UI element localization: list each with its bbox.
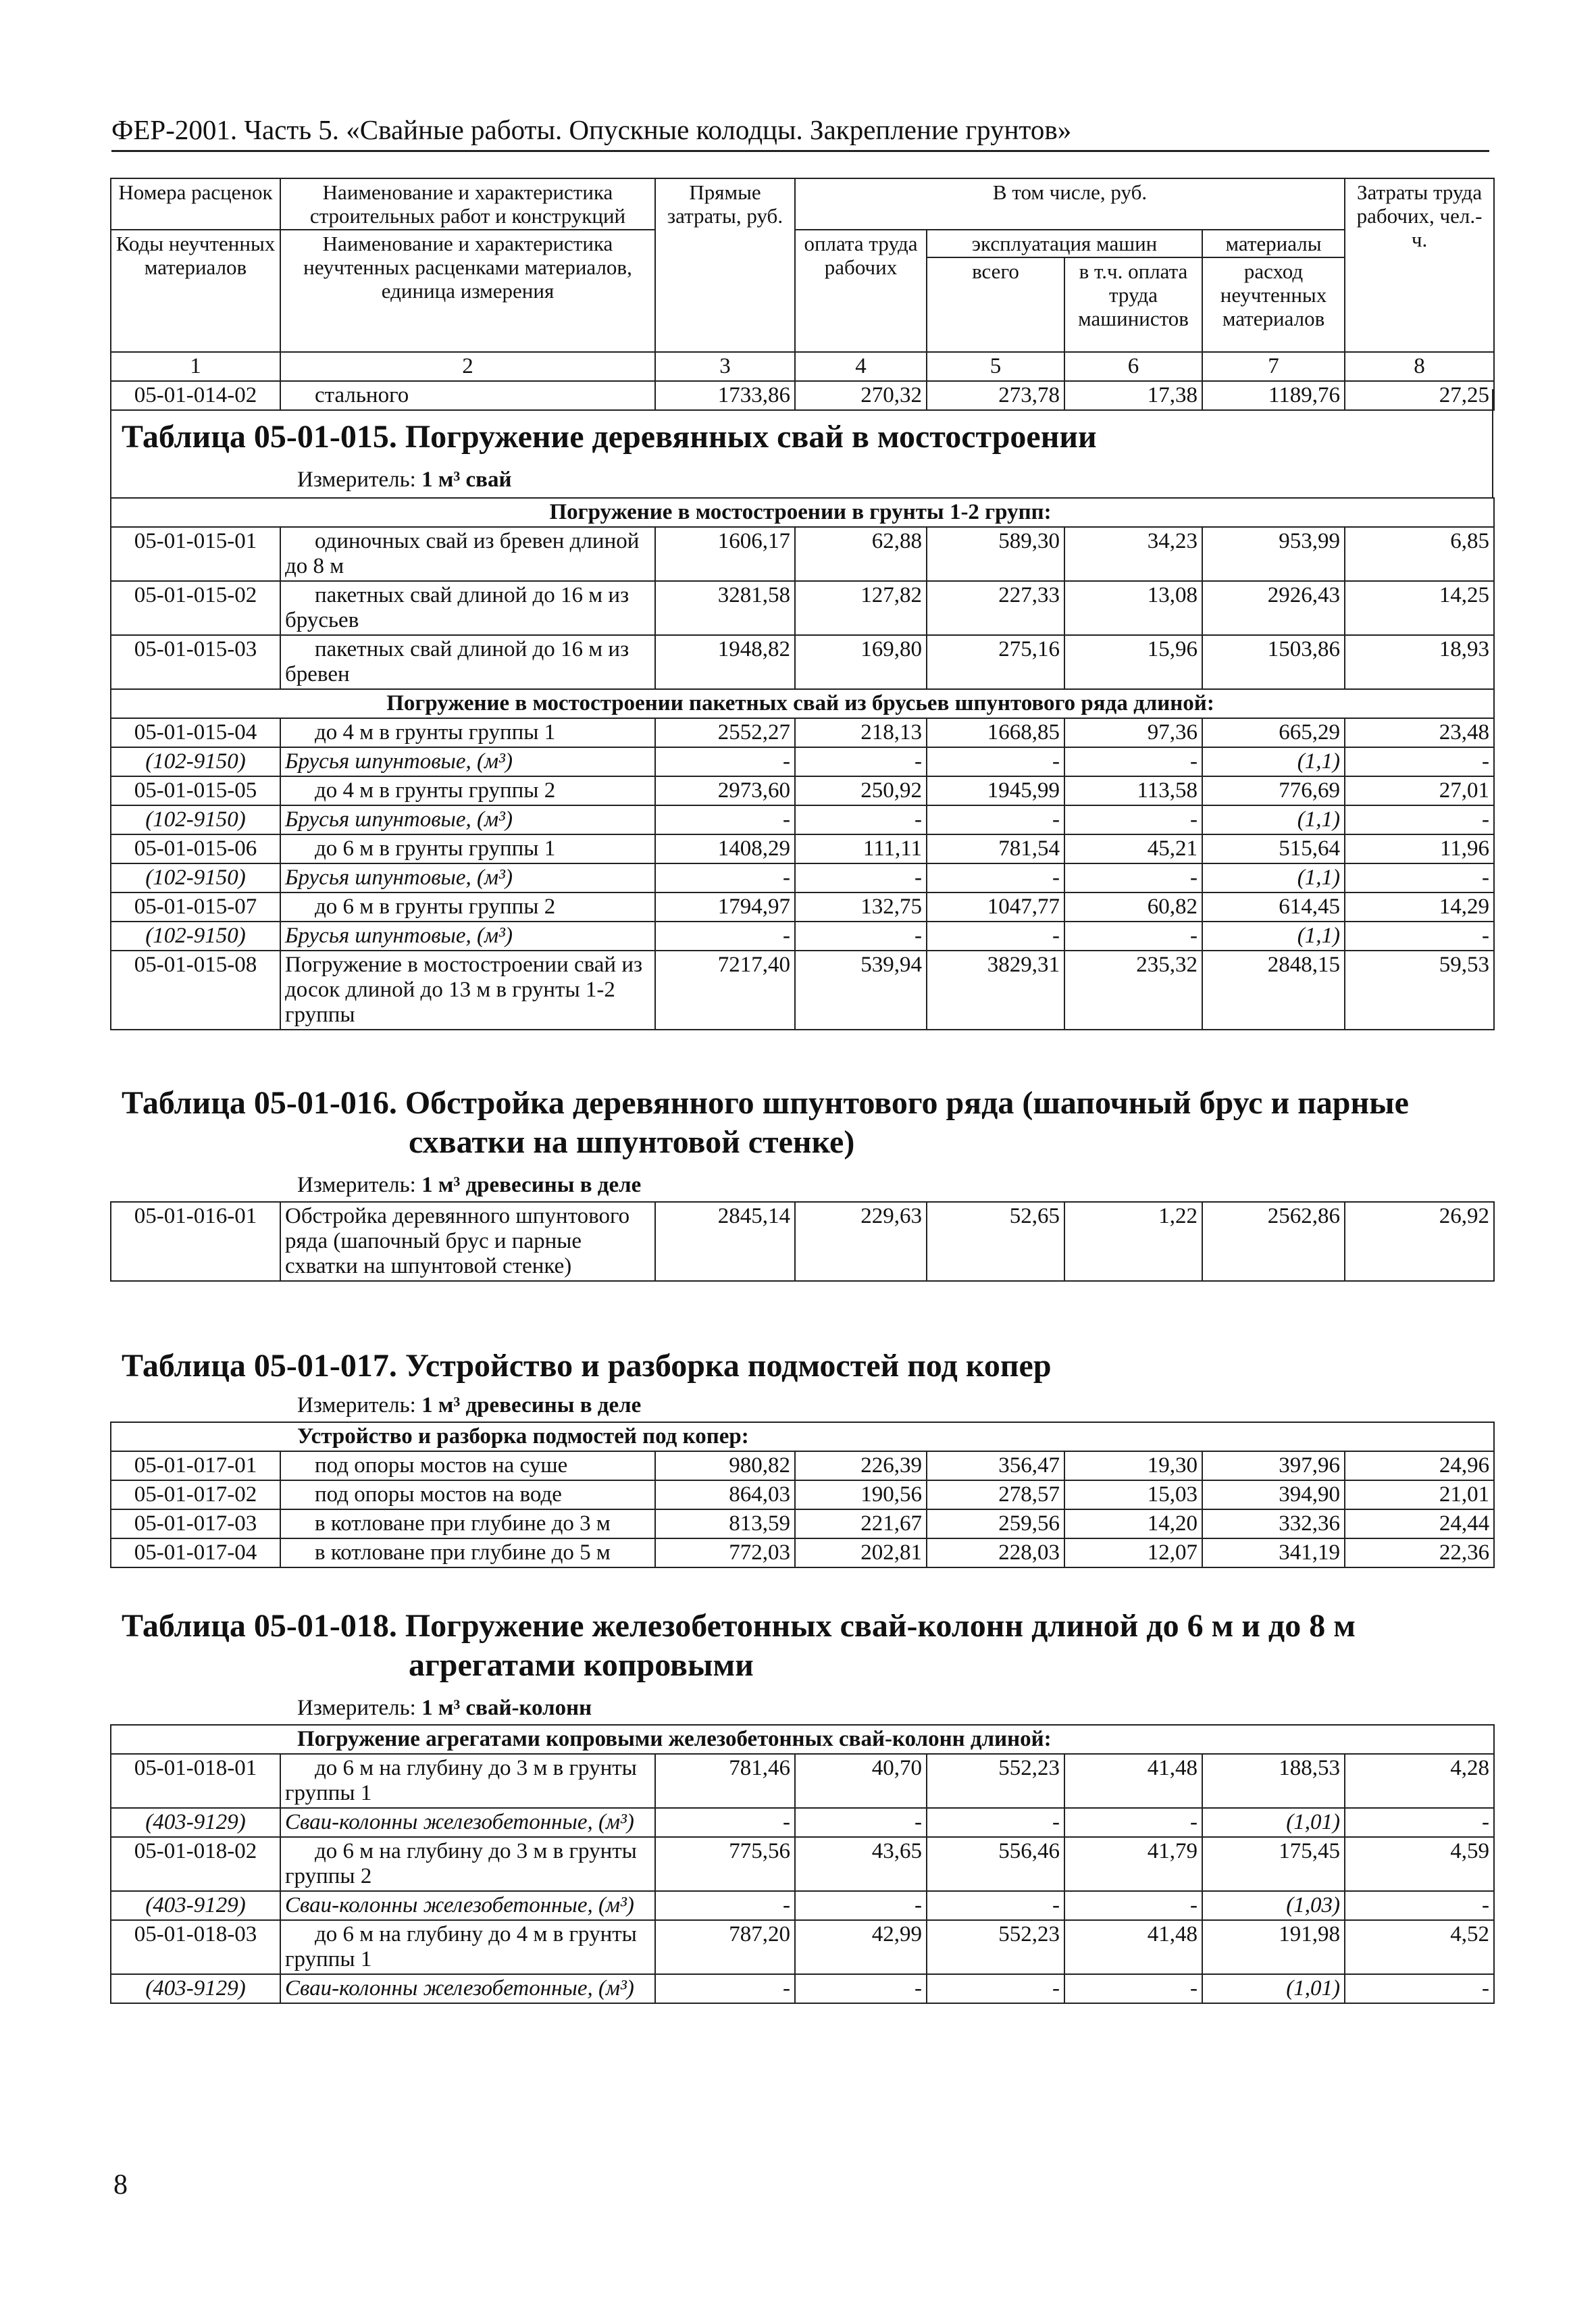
material-name: Сваи-колонны железобетонные, (м³) xyxy=(280,1974,655,2003)
cell-dash: - xyxy=(927,922,1064,951)
cell-wages: 202,81 xyxy=(795,1538,927,1567)
material-row xyxy=(111,922,1494,951)
group-heading: Погружение в мостостроении пакетных свай из брусьев шпунтового ряда длиной: xyxy=(111,689,1494,718)
row-code: 05-01-016-01 xyxy=(111,1202,280,1281)
row-code: 05-01-015-04 xyxy=(111,718,280,747)
cell-labor: 59,53 xyxy=(1345,951,1494,1030)
cell-wages: 226,39 xyxy=(795,1451,927,1480)
hdr-labor: Затраты труда рабочих, чел.-ч. xyxy=(1345,178,1494,352)
cell-dash: - xyxy=(655,922,795,951)
table-row xyxy=(111,581,1494,635)
table-row xyxy=(111,776,1494,805)
row-name: Обстройка деревянного шпунтового ряда (шапочный брус и парные схватки на шпунтовой стенке) xyxy=(280,1202,655,1281)
material-code: (102-9150) xyxy=(111,863,280,892)
table-title-018 xyxy=(122,1607,1356,1685)
table-row xyxy=(111,1480,1494,1509)
cell-dash: - xyxy=(655,747,795,776)
cell-direct: 781,46 xyxy=(655,1754,795,1808)
cell-machinists: 17,38 xyxy=(1064,381,1202,410)
col-num: 2 xyxy=(280,352,655,381)
cell-direct: 2552,27 xyxy=(655,718,795,747)
cell-direct: 772,03 xyxy=(655,1538,795,1567)
cell-materials: 776,69 xyxy=(1202,776,1345,805)
measure-015: Измеритель: 1 м³ свай xyxy=(297,468,512,492)
cell-materials: 175,45 xyxy=(1202,1837,1345,1891)
cell-direct: 7217,40 xyxy=(655,951,795,1030)
cell-dash: - xyxy=(927,1891,1064,1920)
cell-direct: 980,82 xyxy=(655,1451,795,1480)
cell-wages: 132,75 xyxy=(795,892,927,922)
cell-direct: 1948,82 xyxy=(655,635,795,689)
row-code: 05-01-018-03 xyxy=(111,1920,280,1974)
cell-dash: - xyxy=(1345,863,1494,892)
group-heading: Погружение агрегатами копровыми железобетонных свай-колонн длиной: xyxy=(111,1725,1494,1754)
table-row xyxy=(111,1202,1494,1281)
cell-labor: 4,28 xyxy=(1345,1754,1494,1808)
cell-machines: 1668,85 xyxy=(927,718,1064,747)
cell-wages: 62,88 xyxy=(795,527,927,581)
cell-direct: 813,59 xyxy=(655,1509,795,1538)
table-title-015: Таблица 05-01-015. Погружение деревянных свай в мостостроении xyxy=(122,419,1097,455)
hdr-direct-costs: Прямые затраты, руб. xyxy=(655,178,795,352)
cell-labor: 14,29 xyxy=(1345,892,1494,922)
cell-machines: 278,57 xyxy=(927,1480,1064,1509)
row-name: под опоры мостов на суше xyxy=(280,1451,655,1480)
cell-wages: 169,80 xyxy=(795,635,927,689)
row-name: до 6 м на глубину до 4 м в грунты группы 1 xyxy=(280,1920,655,1974)
cell-machines: 3829,31 xyxy=(927,951,1064,1030)
row-code: 05-01-018-01 xyxy=(111,1754,280,1808)
row-name: до 6 м на глубину до 3 м в грунты группы 2 xyxy=(280,1837,655,1891)
cell-dash: - xyxy=(795,747,927,776)
cell-dash: - xyxy=(1064,922,1202,951)
cell-wages: 42,99 xyxy=(795,1920,927,1974)
hdr-materials: материалы xyxy=(1202,230,1345,257)
table-row xyxy=(111,527,1494,581)
cell-machines: 781,54 xyxy=(927,834,1064,863)
cell-machinists: 15,96 xyxy=(1064,635,1202,689)
cell-labor: 26,92 xyxy=(1345,1202,1494,1281)
row-code: 05-01-015-08 xyxy=(111,951,280,1030)
cell-dash: - xyxy=(1064,1891,1202,1920)
title-line-1: Таблица 05-01-018. Погружение железобетонных свай-колонн длиной до 6 м и до 8 м xyxy=(122,1608,1356,1644)
page-header: ФЕР-2001. Часть 5. «Свайные работы. Опускные колодцы. Закрепление грунтов» xyxy=(111,114,1489,152)
cell-dash: - xyxy=(1345,922,1494,951)
cell-materials: 341,19 xyxy=(1202,1538,1345,1567)
cell-dash: - xyxy=(795,863,927,892)
cell-wages: 221,67 xyxy=(795,1509,927,1538)
cell-machines: 275,16 xyxy=(927,635,1064,689)
material-row xyxy=(111,1891,1494,1920)
cell-machinists: 113,58 xyxy=(1064,776,1202,805)
cell-machinists: 41,48 xyxy=(1064,1920,1202,1974)
row-name: пакетных свай длиной до 16 м из брусьев xyxy=(280,581,655,635)
cell-machinists: 41,79 xyxy=(1064,1837,1202,1891)
cell-materials: 1503,86 xyxy=(1202,635,1345,689)
col-num: 8 xyxy=(1345,352,1494,381)
cell-dash: - xyxy=(655,805,795,834)
cell-machinists: 97,36 xyxy=(1064,718,1202,747)
cell-machinists: 12,07 xyxy=(1064,1538,1202,1567)
cell-wages: 111,11 xyxy=(795,834,927,863)
cell-machines: 1945,99 xyxy=(927,776,1064,805)
cell-dash: - xyxy=(795,922,927,951)
cell-dash: - xyxy=(927,1974,1064,2003)
cell-materials: 2562,86 xyxy=(1202,1202,1345,1281)
table-title-017: Таблица 05-01-017. Устройство и разборка подмостей под копер xyxy=(122,1348,1052,1384)
hdr-machinists: в т.ч. оплата труда машинистов xyxy=(1064,257,1202,352)
row-code: 05-01-015-02 xyxy=(111,581,280,635)
row-name: до 6 м в грунты группы 1 xyxy=(280,834,655,863)
cell-dash: - xyxy=(1064,863,1202,892)
cell-machinists: 45,21 xyxy=(1064,834,1202,863)
cell-wages: 270,32 xyxy=(795,381,927,410)
material-name: Брусья шпунтовые, (м³) xyxy=(280,805,655,834)
row-name: стального xyxy=(280,381,655,410)
material-code: (403-9129) xyxy=(111,1891,280,1920)
cell-materials: 665,29 xyxy=(1202,718,1345,747)
cell-wages: 539,94 xyxy=(795,951,927,1030)
cell-machines: 1047,77 xyxy=(927,892,1064,922)
col-num: 6 xyxy=(1064,352,1202,381)
cell-wages: 40,70 xyxy=(795,1754,927,1808)
table-row xyxy=(111,635,1494,689)
material-code: (403-9129) xyxy=(111,1808,280,1837)
cell-dash: - xyxy=(795,1808,927,1837)
cell-machines: 356,47 xyxy=(927,1451,1064,1480)
material-row xyxy=(111,747,1494,776)
cell-direct: 3281,58 xyxy=(655,581,795,635)
row-code: 05-01-015-06 xyxy=(111,834,280,863)
cell-dash: - xyxy=(927,747,1064,776)
group-heading: Погружение в мостостроении в грунты 1-2 групп: xyxy=(111,498,1494,527)
material-row xyxy=(111,863,1494,892)
measure-017: Измеритель: 1 м³ древесины в деле xyxy=(297,1393,642,1417)
material-code: (403-9129) xyxy=(111,1974,280,2003)
cell-machinists: 34,23 xyxy=(1064,527,1202,581)
row-code: 05-01-017-03 xyxy=(111,1509,280,1538)
cell-materials: 188,53 xyxy=(1202,1754,1345,1808)
row-code: 05-01-018-02 xyxy=(111,1837,280,1891)
cell-wages: 250,92 xyxy=(795,776,927,805)
table-row xyxy=(111,1509,1494,1538)
cell-dash: - xyxy=(655,1808,795,1837)
table-title-016 xyxy=(122,1084,1409,1162)
material-qty: (1,01) xyxy=(1202,1808,1345,1837)
cell-wages: 127,82 xyxy=(795,581,927,635)
cell-machines: 52,65 xyxy=(927,1202,1064,1281)
table-row xyxy=(111,1837,1494,1891)
cell-dash: - xyxy=(1345,1891,1494,1920)
column-header-table xyxy=(110,178,1495,411)
material-name: Сваи-колонны железобетонные, (м³) xyxy=(280,1891,655,1920)
cell-machines: 589,30 xyxy=(927,527,1064,581)
table-row xyxy=(111,718,1494,747)
row-name: до 4 м в грунты группы 2 xyxy=(280,776,655,805)
material-qty: (1,1) xyxy=(1202,747,1345,776)
material-name: Брусья шпунтовые, (м³) xyxy=(280,922,655,951)
col-num: 1 xyxy=(111,352,280,381)
cell-wages: 190,56 xyxy=(795,1480,927,1509)
cell-dash: - xyxy=(1345,747,1494,776)
row-code: 05-01-014-02 xyxy=(111,381,280,410)
cell-labor: 14,25 xyxy=(1345,581,1494,635)
row-name: до 6 м на глубину до 3 м в грунты группы 1 xyxy=(280,1754,655,1808)
cell-labor: 18,93 xyxy=(1345,635,1494,689)
material-code: (102-9150) xyxy=(111,922,280,951)
cell-direct: 787,20 xyxy=(655,1920,795,1974)
cell-dash: - xyxy=(927,863,1064,892)
cell-direct: 775,56 xyxy=(655,1837,795,1891)
hdr-codes-top: Номера расценок xyxy=(111,178,280,230)
material-code: (102-9150) xyxy=(111,805,280,834)
cell-machines: 259,56 xyxy=(927,1509,1064,1538)
cell-machines: 552,23 xyxy=(927,1920,1064,1974)
cell-labor: 21,01 xyxy=(1345,1480,1494,1509)
cell-labor: 22,36 xyxy=(1345,1538,1494,1567)
col-num: 3 xyxy=(655,352,795,381)
cell-labor: 27,25 xyxy=(1345,381,1494,410)
title-line-2: схватки на шпунтовой стенке) xyxy=(409,1124,855,1160)
cell-labor: 27,01 xyxy=(1345,776,1494,805)
hdr-wages: оплата труда рабочих xyxy=(795,230,927,352)
material-qty: (1,1) xyxy=(1202,922,1345,951)
cell-labor: 23,48 xyxy=(1345,718,1494,747)
cell-materials: 1189,76 xyxy=(1202,381,1345,410)
cell-labor: 24,96 xyxy=(1345,1451,1494,1480)
table-row xyxy=(111,1451,1494,1480)
cell-machinists: 19,30 xyxy=(1064,1451,1202,1480)
cell-dash: - xyxy=(1064,1808,1202,1837)
cell-machines: 273,78 xyxy=(927,381,1064,410)
cell-machines: 228,03 xyxy=(927,1538,1064,1567)
cell-labor: 24,44 xyxy=(1345,1509,1494,1538)
cell-wages: 43,65 xyxy=(795,1837,927,1891)
table-row xyxy=(111,1538,1494,1567)
row-name: одиночных свай из бревен длиной до 8 м xyxy=(280,527,655,581)
measure-018: Измеритель: 1 м³ свай-колонн xyxy=(297,1696,592,1720)
cell-dash: - xyxy=(655,863,795,892)
material-qty: (1,1) xyxy=(1202,805,1345,834)
cell-dash: - xyxy=(1345,1808,1494,1837)
col-num: 4 xyxy=(795,352,927,381)
cell-direct: 1606,17 xyxy=(655,527,795,581)
table-018 xyxy=(110,1724,1495,2004)
cell-direct: 2845,14 xyxy=(655,1202,795,1281)
col-num: 7 xyxy=(1202,352,1345,381)
hdr-name-bottom: Наименование и характеристика неучтенных расценками материалов, единица измерения xyxy=(280,230,655,352)
cell-materials: 2848,15 xyxy=(1202,951,1345,1030)
cell-dash: - xyxy=(927,1808,1064,1837)
cell-dash: - xyxy=(795,1891,927,1920)
group-heading: Устройство и разборка подмостей под копер: xyxy=(111,1422,1494,1451)
cell-direct: 1794,97 xyxy=(655,892,795,922)
page-number: 8 xyxy=(113,2169,128,2200)
cell-labor: 4,59 xyxy=(1345,1837,1494,1891)
cell-machines: 556,46 xyxy=(927,1837,1064,1891)
hdr-incl: В том числе, руб. xyxy=(795,178,1345,230)
row-code: 05-01-015-05 xyxy=(111,776,280,805)
row-code: 05-01-017-01 xyxy=(111,1451,280,1480)
cell-wages: 218,13 xyxy=(795,718,927,747)
material-row xyxy=(111,1808,1494,1837)
cell-machinists: 13,08 xyxy=(1064,581,1202,635)
cell-dash: - xyxy=(1064,805,1202,834)
cell-wages: 229,63 xyxy=(795,1202,927,1281)
cell-machinists: 1,22 xyxy=(1064,1202,1202,1281)
cell-dash: - xyxy=(1345,805,1494,834)
cell-dash: - xyxy=(655,1891,795,1920)
material-name: Брусья шпунтовые, (м³) xyxy=(280,747,655,776)
material-row xyxy=(111,805,1494,834)
measure-016: Измеритель: 1 м³ древесины в деле xyxy=(297,1173,642,1197)
hdr-machines: эксплуатация машин xyxy=(927,230,1202,257)
row-name: пакетных свай длиной до 16 м из бревен xyxy=(280,635,655,689)
row-code: 05-01-015-03 xyxy=(111,635,280,689)
cell-materials: 394,90 xyxy=(1202,1480,1345,1509)
cell-materials: 515,64 xyxy=(1202,834,1345,863)
cell-labor: 4,52 xyxy=(1345,1920,1494,1974)
cell-materials: 332,36 xyxy=(1202,1509,1345,1538)
cell-direct: 864,03 xyxy=(655,1480,795,1509)
hdr-materials-usage: расход неучтенных материалов xyxy=(1202,257,1345,352)
hdr-codes-bottom: Коды неучтенных материалов xyxy=(111,230,280,352)
hdr-name-top: Наименование и характеристика строительных работ и конструкций xyxy=(280,178,655,230)
row-code: 05-01-017-02 xyxy=(111,1480,280,1509)
cell-dash: - xyxy=(655,1974,795,2003)
table-row xyxy=(111,1754,1494,1808)
material-row xyxy=(111,1974,1494,2003)
table-015 xyxy=(110,497,1495,1030)
row-code: 05-01-015-07 xyxy=(111,892,280,922)
cell-materials: 191,98 xyxy=(1202,1920,1345,1974)
cell-labor: 6,85 xyxy=(1345,527,1494,581)
row-code: 05-01-015-01 xyxy=(111,527,280,581)
cell-labor: 11,96 xyxy=(1345,834,1494,863)
cell-dash: - xyxy=(795,1974,927,2003)
cell-materials: 397,96 xyxy=(1202,1451,1345,1480)
material-code: (102-9150) xyxy=(111,747,280,776)
row-name: до 4 м в грунты группы 1 xyxy=(280,718,655,747)
material-name: Брусья шпунтовые, (м³) xyxy=(280,863,655,892)
cell-machines: 227,33 xyxy=(927,581,1064,635)
cell-machines: 552,23 xyxy=(927,1754,1064,1808)
cell-direct: 1408,29 xyxy=(655,834,795,863)
cell-machinists: 41,48 xyxy=(1064,1754,1202,1808)
row-name: в котловане при глубине до 5 м xyxy=(280,1538,655,1567)
row-name: в котловане при глубине до 3 м xyxy=(280,1509,655,1538)
row-name: до 6 м в грунты группы 2 xyxy=(280,892,655,922)
title-line-2: агрегатами копровыми xyxy=(409,1647,754,1683)
table-row xyxy=(111,892,1494,922)
material-name: Сваи-колонны железобетонные, (м³) xyxy=(280,1808,655,1837)
table-017 xyxy=(110,1422,1495,1568)
cell-materials: 2926,43 xyxy=(1202,581,1345,635)
cell-dash: - xyxy=(795,805,927,834)
row-code: 05-01-017-04 xyxy=(111,1538,280,1567)
material-qty: (1,1) xyxy=(1202,863,1345,892)
table-row xyxy=(111,1920,1494,1974)
cell-direct: 1733,86 xyxy=(655,381,795,410)
row-name: под опоры мостов на воде xyxy=(280,1480,655,1509)
cell-machinists: 235,32 xyxy=(1064,951,1202,1030)
material-qty: (1,03) xyxy=(1202,1891,1345,1920)
cell-materials: 614,45 xyxy=(1202,892,1345,922)
hdr-machines-total: всего xyxy=(927,257,1064,352)
table-row xyxy=(111,951,1494,1030)
table-016 xyxy=(110,1201,1495,1282)
cell-direct: 2973,60 xyxy=(655,776,795,805)
col-num: 5 xyxy=(927,352,1064,381)
cell-dash: - xyxy=(927,805,1064,834)
row-name: Погружение в мостостроении свай из досок длиной до 13 м в грунты 1-2 группы xyxy=(280,951,655,1030)
cell-machinists: 15,03 xyxy=(1064,1480,1202,1509)
cell-dash: - xyxy=(1345,1974,1494,2003)
material-qty: (1,01) xyxy=(1202,1974,1345,2003)
table-row xyxy=(111,834,1494,863)
cell-machinists: 14,20 xyxy=(1064,1509,1202,1538)
cell-dash: - xyxy=(1064,747,1202,776)
cell-machinists: 60,82 xyxy=(1064,892,1202,922)
title-line-1: Таблица 05-01-016. Обстройка деревянного шпунтового ряда (шапочный брус и парные xyxy=(122,1085,1409,1121)
cell-materials: 953,99 xyxy=(1202,527,1345,581)
cell-dash: - xyxy=(1064,1974,1202,2003)
